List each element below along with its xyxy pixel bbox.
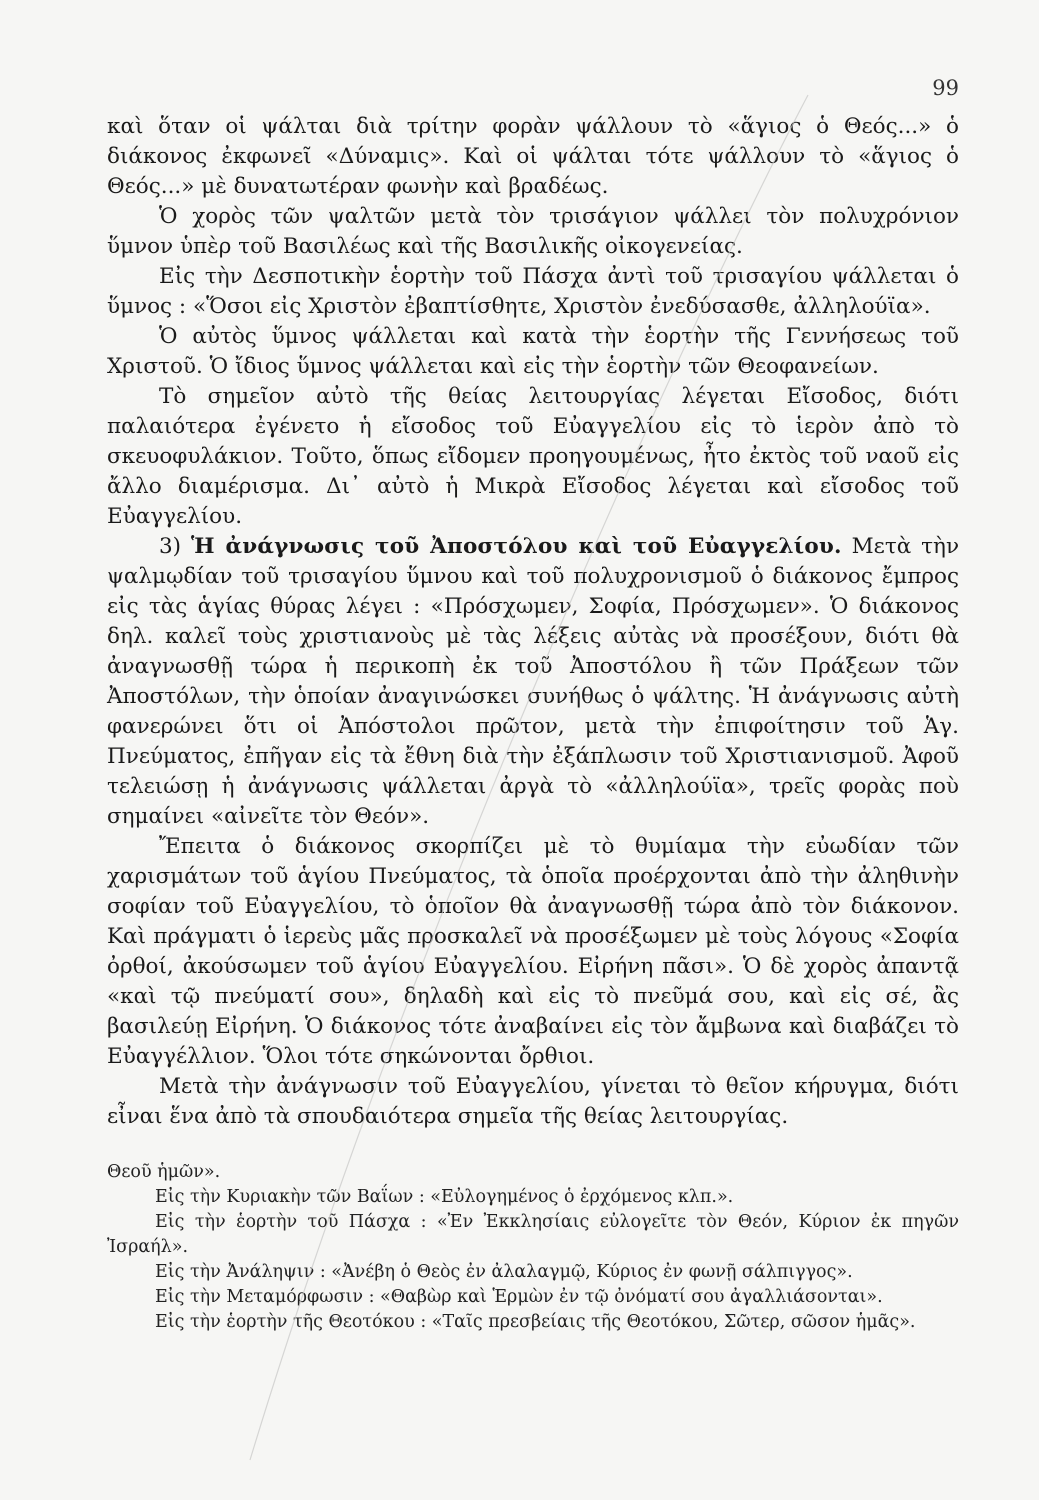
paragraph: Ὁ χορὸς τῶν ψαλτῶν μετὰ τὸν τρισάγιον ψάλλει τὸν πολυχρόνιον ὕμνον ὑπὲρ τοῦ Βασιλέως καὶ τῆς Βασιλικῆς οἰκογενείας. <box>107 204 959 259</box>
paragraph: Εἰς τὴν Δεσποτικὴν ἑορτὴν τοῦ Πάσχα ἀντὶ τοῦ τρισαγίου ψάλλεται ὁ ὕμνος : «Ὅσοι εἰς Χριστὸν ἐβαπτίσθητε, Χριστὸν ἐνεδύσασθε, ἀλληλούϊα». <box>107 264 959 319</box>
footnote: Θεοῦ ἡμῶν». <box>107 1162 221 1182</box>
main-text <box>107 112 959 1132</box>
footnote: Εἰς τὴν Κυριακὴν τῶν Βαΐων : «Εὐλογημένος ὁ ἐρχόμενος κλπ.». <box>155 1187 734 1207</box>
footnote: Εἰς τὴν ἑορτὴν τοῦ Πάσχα : «Ἐν Ἐκκλησίαις εὐλογεῖτε τὸν Θεόν, Κύριον ἐκ πηγῶν Ἰσραήλ». <box>107 1212 959 1257</box>
footnote: Εἰς τὴν ἑορτὴν τῆς Θεοτόκου : «Ταῖς πρεσβείαις τῆς Θεοτόκου, Σῶτερ, σῶσον ἡμᾶς». <box>155 1312 916 1332</box>
paragraph: Ἔπειτα ὁ διάκονος σκορπίζει μὲ τὸ θυμίαμα τὴν εὐωδίαν τῶν χαρισμάτων τοῦ ἁγίου Πνεύματος, τὰ ὁποῖα προέρχονται ἀπὸ τὴν ἀληθινὴν σοφίαν τοῦ Εὐαγγελίου, τὸ ὁποῖον θὰ ἀναγνωσθῇ τώρα ἀπὸ τὸν διάκονον. Καὶ πράγματι ὁ ἱερεὺς μᾶς προσκαλεῖ νὰ προσέξωμεν μὲ τοὺς λόγους «Σοφία ὀρθοί, ἀκούσωμεν τοῦ ἁγίου Εὐαγγελίου. Εἰρήνη πᾶσι». Ὁ δὲ χορὸς ἀπαντᾷ «καὶ τῷ πνεύματί σου», δηλαδὴ καὶ εἰς τὸ πνεῦμά σου, καὶ εἰς σέ, ἂς βασιλεύῃ Εἰρήνη. Ὁ διάκονος τότε ἀναβαίνει εἰς τὸν ἄμβωνα καὶ διαβάζει τὸ Εὐαγγέλλιον. Ὅλοι τότε σηκώνονται ὄρθιοι. <box>107 834 959 1069</box>
section-heading: Ἡ ἀνάγνωσις τοῦ Ἀποστόλου καὶ τοῦ Εὐαγγελίου. <box>191 534 842 559</box>
section-number: 3) <box>159 534 182 559</box>
paragraph: καὶ ὅταν οἱ ψάλται διὰ τρίτην φορὰν ψάλλουν τὸ «ἅγιος ὁ Θεός...» ὁ διάκονος ἐκφωνεῖ «Δύναμις». Καὶ οἱ ψάλται τότε ψάλλουν τὸ «ἅγιος ὁ Θεός...» μὲ δυνατωτέραν φωνὴν καὶ βραδέως. <box>107 114 959 199</box>
footnote: Εἰς τὴν Ἀνάληψιν : «Ἀνέβη ὁ Θεὸς ἐν ἀλαλαγμῷ, Κύριος ἐν φωνῇ σάλπιγγος». <box>155 1262 853 1282</box>
footnotes <box>107 1160 959 1335</box>
section-body: Μετὰ τὴν ψαλμῳδίαν τοῦ τρισαγίου ὕμνου καὶ τοῦ πολυχρονισμοῦ ὁ διάκονος ἔμπρος εἰς τὰς ἁγίας θύρας λέγει : «Πρόσχωμεν, Σοφία, Πρόσχωμεν». Ὁ διάκονος δηλ. καλεῖ τοὺς χριστιανοὺς μὲ τὰς λέξεις αὐτὰς νὰ προσέξουν, διότι θὰ ἀναγνωσθῇ τώρα ἡ περικοπὴ ἐκ τοῦ Ἀποστόλου ἢ τῶν Πράξεων τῶν Ἀποστόλων, τὴν ὁποίαν ἀναγινώσκει συνήθως ὁ ψάλτης. Ἡ ἀνάγνωσις αὐτὴ φανερώνει ὅτι οἱ Ἀπόστολοι πρῶτον, μετὰ τὴν ἐπιφοίτησιν τοῦ Ἁγ. Πνεύματος, ἐπῆγαν εἰς τὰ ἔθνη διὰ τὴν ἐξάπλωσιν τοῦ Χριστιανισμοῦ. Ἀφοῦ τελειώσῃ ἡ ἀνάγνωσις ψάλλεται ἀργὰ τὸ «ἀλληλούϊα», τρεῖς φορὰς ποὺ σημαίνει «αἰνεῖτε τὸν Θεόν». <box>107 534 960 829</box>
paragraph: Τὸ σημεῖον αὐτὸ τῆς θείας λειτουργίας λέγεται Εἴσοδος, διότι παλαιότερα ἐγένετο ἡ εἴσοδος τοῦ Εὐαγγελίου εἰς τὸ ἱερὸν ἀπὸ τὸ σκευοφυλάκιον. Τοῦτο, ὅπως εἴδομεν προηγουμένως, ἦτο ἐκτὸς τοῦ ναοῦ εἰς ἄλλο διαμέρισμα. Δι᾽ αὐτὸ ἡ Μικρὰ Εἴσοδος λέγεται καὶ εἴσοδος τοῦ Εὐαγγελίου. <box>107 384 959 529</box>
section-paragraph <box>107 532 959 832</box>
paragraph: Ὁ αὐτὸς ὕμνος ψάλλεται καὶ κατὰ τὴν ἑορτὴν τῆς Γεννήσεως τοῦ Χριστοῦ. Ὁ ἴδιος ὕμνος ψάλλεται καὶ εἰς τὴν ἑορτὴν τῶν Θεοφανείων. <box>107 324 959 379</box>
paragraph: Μετὰ τὴν ἀνάγνωσιν τοῦ Εὐαγγελίου, γίνεται τὸ θεῖον κήρυγμα, διότι εἶναι ἕνα ἀπὸ τὰ σπουδαιότερα σημεῖα τῆς θείας λειτουργίας. <box>107 1074 959 1129</box>
footnote: Εἰς τὴν Μεταμόρφωσιν : «Θαβὼρ καὶ Ἑρμὼν ἐν τῷ ὀνόματί σου ἀγαλλιάσονται». <box>155 1287 883 1307</box>
page-number: 99 <box>932 76 959 100</box>
